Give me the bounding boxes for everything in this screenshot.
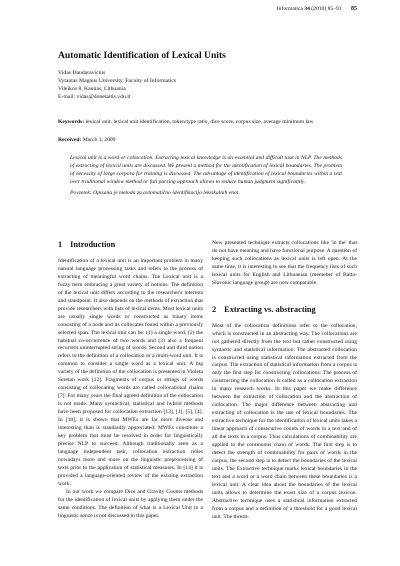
keywords-label: Keywords:	[58, 119, 85, 125]
keywords-text: lexical unit, lexical unit identification, token/type ratio, dice score, corpus size, average minimum law	[85, 119, 314, 125]
received-text: March 3, 2009	[82, 137, 116, 143]
body-paragraph: Most of the collocation definitions refer to the collocation, which is constructed in an abstracting way. The collocations are not gathered directly from the text but rather constructed using syntactic and statistical information. The abstracted collocation is constructed using statistical information extracted from the corpus. The extraction of statistical information from a corpus is only the first step for constructing collocations. The process of constructing the collocation is called as a collocation extraction in many research works. In this paper we make difference between the extraction of collocation and the abstraction of collocation. The major difference between abstracting and extracting of collocation is the use of lexical boundaries. The extractive technique for the identification of lexical units takes a linear approach of consecutive counts of words in a text and of all the texts in a corpus. Thus calculations of combinability are applied to the continuous chain of words. The first step is to detect the strength of combinability for pairs of words in the corpus, the second step is to detect the boundaries of the lexical units. The Extractive technique marks lexical boundaries in the text and a word or a word chain between these boundaries is a lexical unit. A clear idea about the boundaries of the lexical units allows to determine the exact size of a corpus lexicon. Abstractive technique uses a statistical information extracted from a corpus and a definition of a threshold for a good lexical unit. The thresh-	[212, 322, 357, 520]
abstract	[70, 154, 342, 197]
abstract-text: Lexical unit is a word or collocation. Extracting lexical knowledge is an essential and difficult task in NLP. The methods of extracting of lexical units are discussed. We present a method for the identification of lexical boundaries. The problem of necessity of large corpora for training is discussed. The advantage of identification of lexical boundaries within a text over traditional window method or full parsing approach allows to reduce human judgment significantly.	[70, 155, 342, 186]
author-email: E-mail: vidas@donelaitis.vdu.lt	[58, 94, 131, 101]
received-label: Received:	[58, 137, 82, 143]
author-block	[58, 69, 176, 101]
received-date	[58, 137, 115, 143]
keywords	[58, 119, 358, 127]
body-paragraph: In our work we compare Dice and Gravity Counts methods for the identification of lexical units by applying them under the same conditions. The definition of what is a Lexical Unit in a linguistic sence is not discussed in this paper.	[58, 488, 203, 519]
section-number: 1	[58, 240, 63, 249]
section-title: Extracting vs. abstracting	[224, 304, 316, 314]
author-affiliation: Vytautas Magnus University, Faculty of Informatics	[58, 78, 177, 85]
running-header	[277, 6, 357, 12]
body-paragraph: Identification of a lexical unit is an important problem in many natural language processing tasks and refers to the process of extracting of meaningful word chains. The Lexical unit is a fuzzy term embracing a great variety of notions. The definition of the lexical unit differs according to the researcher's interests and standpoint. It also depends on the methods of extraction that provide researchers with lists of lexical items. Most lexical units are usually single words or constructed as binary items consisting of a node and its collocates found within a previously selected span. The lexical unit can be: (1) a single word, (2) the habitual co-occurrence of two words and (3) also a frequent recurrent uninterrupted string of words. Second and third notion refers to the definition of a collocation or a multi-word unit. It is common to consider a single word as a lexical unit. A big variety of the definition of the collocation is presented in Violeta Seretan work [12]. Fragments of corpus or strings of words consisting of collocating words are called collocational chains [7]. For many years the final agreed definition of the collocation is not made. Many syntactical, statistical and hybrid methods have been proposed for collocation extraction [13], [1], [5], [4]. In [10], it is shown that MWEs are far more diverse and interesting than is standardly appreciated. MWEs constitute a key problem that must be resolved in order for linguistically precise NLP to succeed. Although traditionally seen as a language independent task, collocation extraction relies nowadays more and more on the linguistic preprocessing of texts prior to the application of statistical measures. In [14] it is provided a language-oriented review of the existing extraction work.	[58, 258, 203, 487]
journal-year-pages: (2010) 85–91	[311, 6, 342, 12]
povzetek-text: Opisana je metoda za avtomatično identifikacijo leksikalnih enot.	[93, 190, 240, 197]
povzetek-label: Povzetek:	[70, 190, 92, 197]
right-column	[212, 240, 357, 522]
section-heading-extracting	[212, 305, 357, 315]
page-number: 85	[351, 6, 357, 12]
paper-title: Automatic Identification of Lexical Units	[58, 50, 226, 61]
journal-volume: 34	[304, 6, 310, 12]
author-address: Vileikos 8, Kaunas, Lithuania	[58, 86, 126, 93]
section-title: Introduction	[70, 240, 116, 249]
journal-name: Informatica	[276, 6, 303, 12]
section-heading-introduction	[58, 240, 203, 250]
body-paragraph: New presented technique extracts collocations like 'in the' that do not have meaning and have functional purpose. A question of keeping such collocations as lexical units is left open. At the same time, it is interesting to see that the frequency lists of such lexical units for English and Lithuanian (memeber of Balto-Slavonic language group) are now comparable.	[212, 240, 357, 286]
section-number: 2	[212, 304, 217, 314]
author-name: Vidas Daudaravicius	[58, 70, 106, 76]
left-column	[58, 240, 203, 520]
